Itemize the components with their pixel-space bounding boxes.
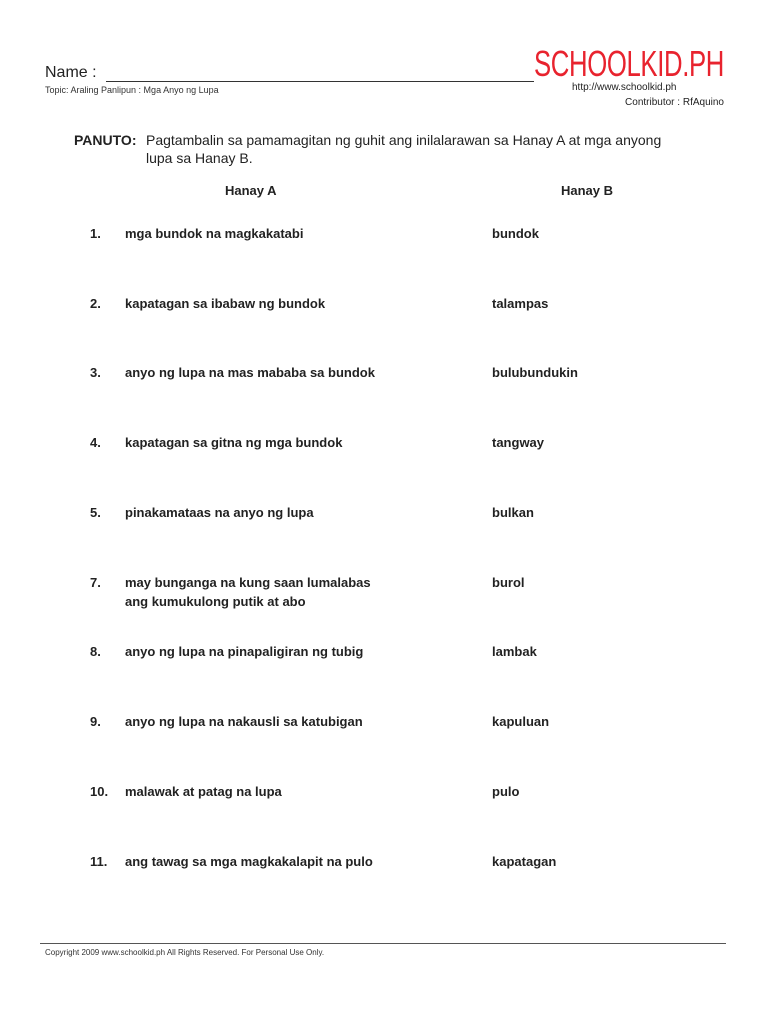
column-header-a: Hanay A [225, 183, 277, 198]
item-answer: tangway [492, 435, 545, 450]
item-answer: kapuluan [492, 714, 550, 729]
contributor: Contributor : RfAquino [625, 97, 724, 108]
item-number: 3. [90, 365, 101, 380]
schoolkid-logo [534, 42, 726, 82]
item-number: 10. [90, 784, 109, 799]
logo-text: SCHOOLKID.PH [534, 43, 724, 82]
item-answer: bundok [492, 226, 539, 241]
item-answer: kapatagan [492, 854, 557, 869]
item-answer: pulo [492, 784, 520, 799]
column-header-b: Hanay B [561, 183, 614, 198]
item-number: 7. [90, 575, 101, 590]
item-description: mga bundok na magkakatabi [125, 226, 304, 241]
item-number: 11. [90, 854, 108, 869]
item-description: may bunganga na kung saan lumalabas ang kumukulong putik at abo [125, 575, 371, 609]
item-answer: talampas [492, 296, 549, 311]
item-answer: burol [492, 575, 525, 590]
item-description: kapatagan sa gitna ng mga bundok [125, 435, 343, 450]
item-number: 1. [90, 226, 101, 241]
item-description: ang tawag sa mga magkakalapit na pulo [125, 854, 373, 869]
item-description: kapatagan sa ibabaw ng bundok [125, 296, 326, 311]
instructions-text: Pagtambalin sa pamamagitan ng guhit ang inilalarawan sa Hanay A at mga anyong lupa sa Hanay B. [146, 132, 662, 166]
item-description: anyo ng lupa na nakausli sa katubigan [125, 714, 363, 729]
item-answer: lambak [492, 644, 537, 659]
name-label: Name : [45, 64, 97, 81]
instructions-label: PANUTO: [74, 132, 137, 148]
name-line[interactable] [106, 81, 534, 82]
topic-text: Topic: Araling Panlipun : Mga Anyo ng Lupa [45, 85, 219, 95]
item-description: malawak at patag na lupa [125, 784, 282, 799]
item-number: 2. [90, 296, 101, 311]
item-description: anyo ng lupa na pinapaligiran ng tubig [125, 644, 364, 659]
item-answer: bulubundukin [492, 365, 578, 380]
item-number: 9. [90, 714, 101, 729]
item-number: 5. [90, 505, 101, 520]
item-number: 4. [90, 435, 101, 450]
site-url[interactable]: http://www.schoolkid.ph [572, 82, 677, 93]
footer-divider [40, 943, 726, 944]
item-description: anyo ng lupa na mas mababa sa bundok [125, 365, 375, 380]
item-description: pinakamataas na anyo ng lupa [125, 505, 314, 520]
item-number: 8. [90, 644, 101, 659]
copyright-text: Copyright 2009 www.schoolkid.ph All Rights Reserved. For Personal Use Only. [45, 948, 325, 957]
item-answer: bulkan [492, 505, 534, 520]
